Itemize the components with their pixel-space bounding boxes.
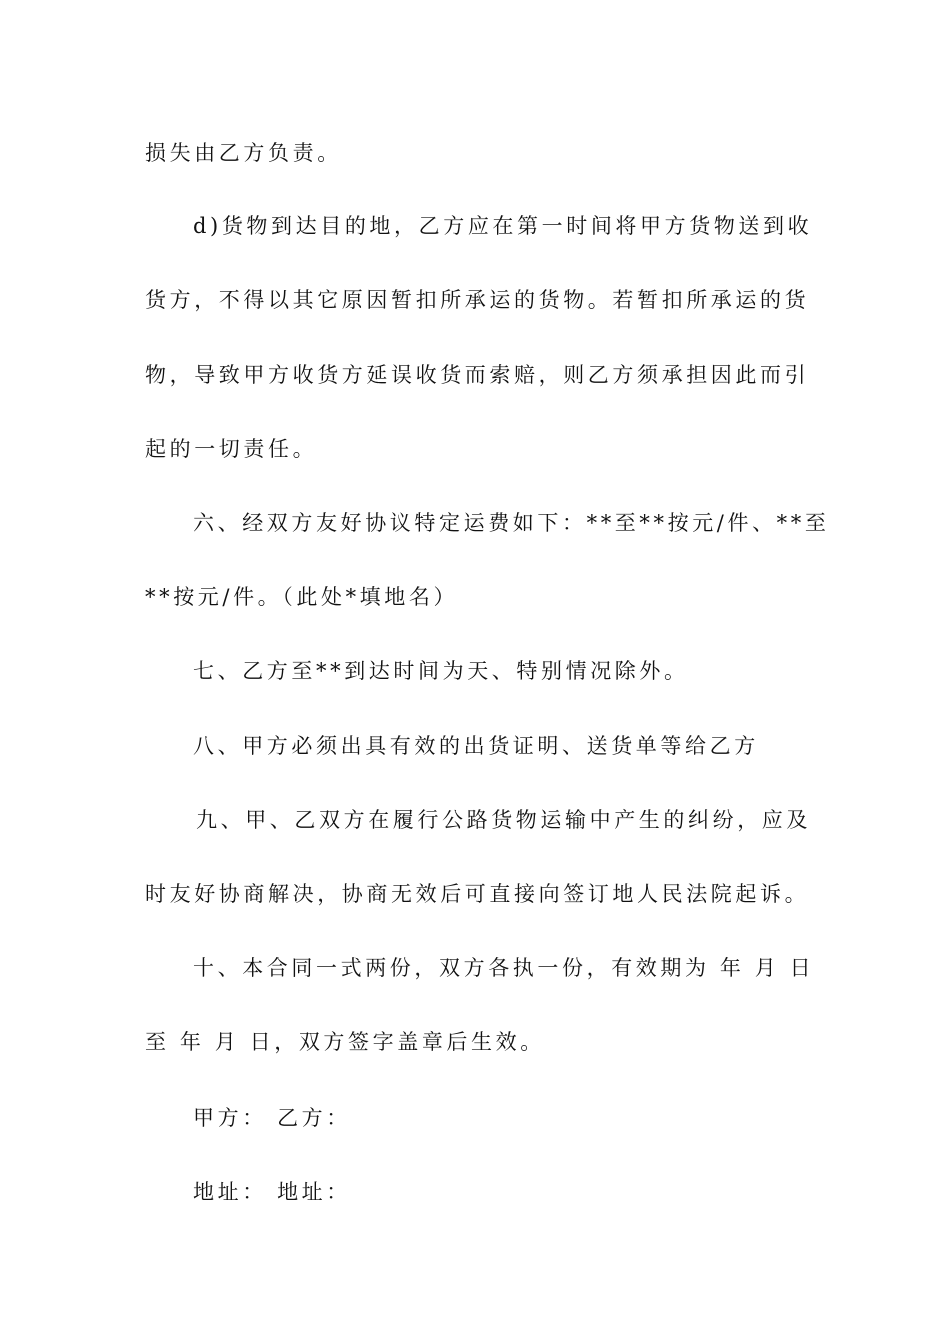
text-line-no-detain: 货方，不得以其它原因暂扣所承运的货物。若暂扣所承运的货 <box>145 288 810 312</box>
text-line-court: 时友好协商解决，协商无效后可直接向签订地人民法院起诉。 <box>145 882 810 906</box>
text-line-claim: 物，导致甲方收货方延误收货而索赔，则乙方须承担因此而引 <box>145 363 810 387</box>
clause-eight-proof: 八、甲方必须出具有效的出货证明、送货单等给乙方 <box>193 734 759 758</box>
clause-seven-arrival: 七、乙方至**到达时间为天、特别情况除外。 <box>193 659 689 683</box>
text-line-liability: 起的一切责任。 <box>145 437 318 461</box>
text-line-effective: 至 年 月 日，双方签字盖章后生效。 <box>145 1030 545 1054</box>
clause-ten-copies: 十、本合同一式两份，双方各执一份，有效期为 年 月 日 <box>193 956 815 980</box>
signature-parties: 甲方： 乙方： <box>193 1106 351 1130</box>
clause-nine-dispute: 九、甲、乙双方在履行公路货物运输中产生的纠纷，应及 <box>196 808 811 832</box>
clause-d-delivery: d)货物到达目的地，乙方应在第一时间将甲方货物送到收 <box>193 214 813 238</box>
clause-six-freight: 六、经双方友好协议特定运费如下：**至**按元/件、**至 <box>193 511 830 535</box>
text-line-loss-responsibility: 损失由乙方负责。 <box>145 141 342 165</box>
text-line-freight-note: **按元/件。（此处*填地名） <box>145 585 459 609</box>
signature-addresses: 地址： 地址： <box>193 1180 351 1204</box>
